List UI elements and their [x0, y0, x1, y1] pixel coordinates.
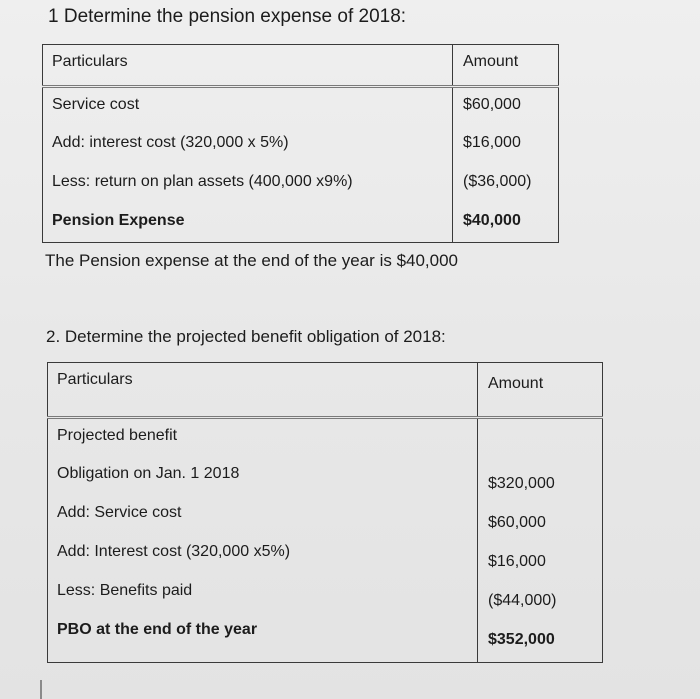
section2-title: 2. Determine the projected benefit obligation of 2018: [46, 327, 446, 346]
row-amount: $60,000 [453, 87, 559, 126]
pension-expense-table [42, 44, 559, 243]
pbo-table [47, 362, 603, 663]
row-label: Add: Service cost [57, 503, 182, 521]
row-amount: $16,000 [478, 535, 603, 574]
table-row [48, 457, 603, 496]
row-label: PBO at the end of the year [57, 620, 258, 638]
table-row [43, 87, 559, 126]
table-row [48, 418, 603, 457]
row-label: Service cost [52, 96, 140, 113]
row-amount: ($44,000) [478, 574, 603, 613]
row-label: Less: return on plan assets (400,000 x9%) [52, 172, 353, 190]
table-row [48, 535, 603, 574]
row-amount: $320,000 [478, 457, 603, 496]
row-label: Add: interest cost (320,000 x 5%) [52, 133, 289, 151]
pension-expense-note: The Pension expense at the end of the year is $40,000 [45, 251, 459, 270]
table-header-row [48, 363, 603, 418]
row-label: Obligation on Jan. 1 2018 [57, 464, 240, 482]
particulars-header: Particulars [43, 45, 453, 87]
row-amount: $16,000 [453, 126, 559, 165]
row-label: Pension Expense [52, 211, 185, 229]
row-amount [478, 418, 603, 457]
row-amount: $40,000 [453, 204, 559, 243]
section1-title: 1 Determine the pension expense of 2018: [48, 6, 407, 27]
table-row [48, 496, 603, 535]
amount-header: Amount [453, 45, 559, 87]
row-label: Add: Interest cost (320,000 x5%) [57, 542, 291, 560]
table-row-total [48, 613, 603, 663]
page-edge-mark [40, 680, 42, 699]
table-row [43, 165, 559, 204]
row-label: Projected benefit [57, 427, 178, 444]
row-amount: ($36,000) [453, 165, 559, 204]
row-amount: $352,000 [478, 613, 603, 663]
amount-header: Amount [478, 363, 603, 418]
particulars-header: Particulars [48, 363, 478, 418]
table-row [48, 574, 603, 613]
table-row-total [43, 204, 559, 243]
row-amount: $60,000 [478, 496, 603, 535]
row-label: Less: Benefits paid [57, 581, 193, 599]
table-row [43, 126, 559, 165]
table-header-row [43, 45, 559, 87]
